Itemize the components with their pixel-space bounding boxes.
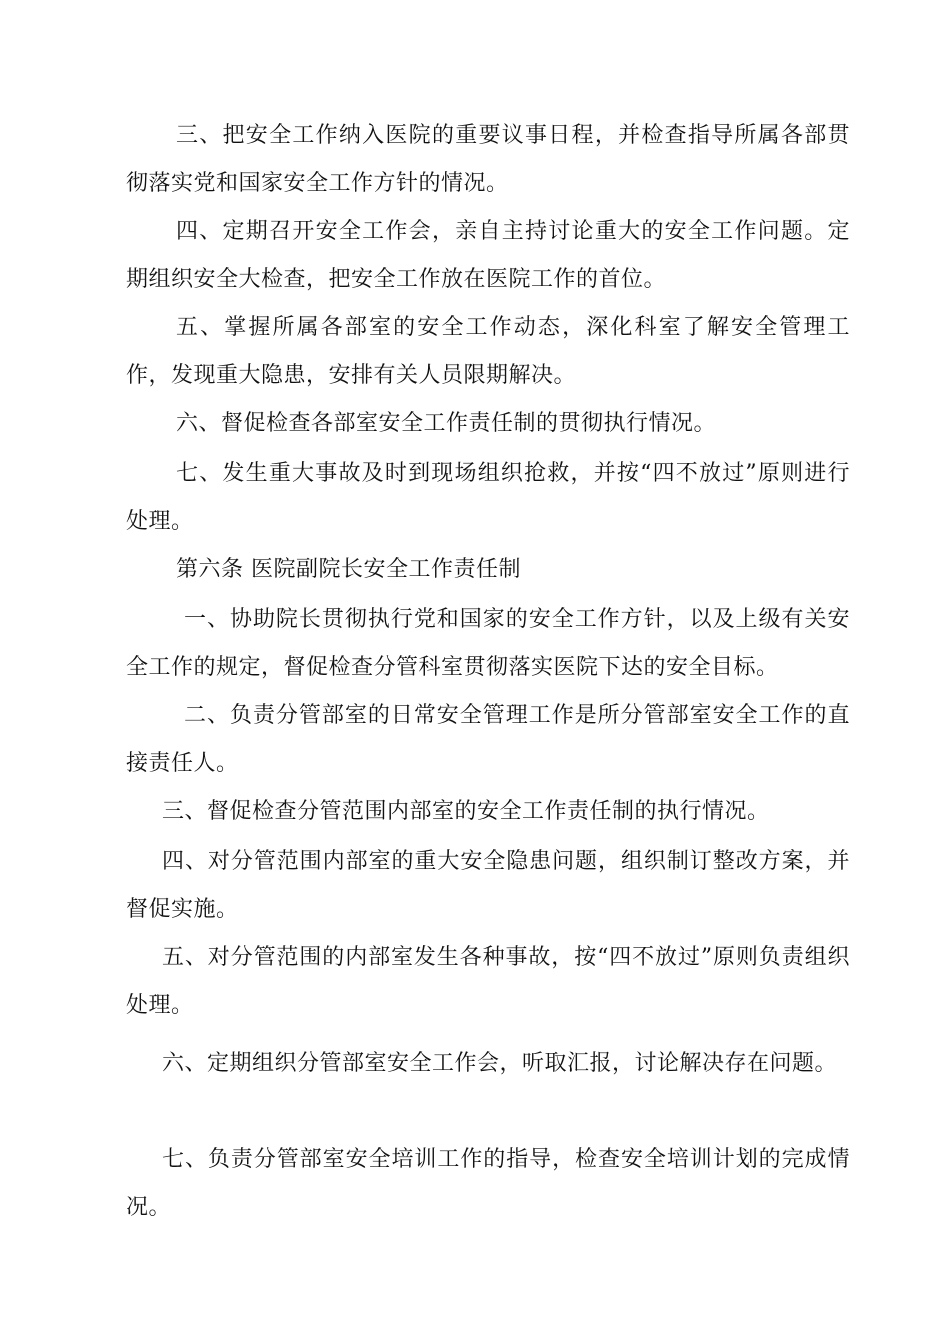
paragraph-item-3b: 三、督促检查分管范围内部室的安全工作责任制的执行情况。 [162, 799, 770, 824]
paragraph-item-7b: 七、负责分管部室安全培训工作的指导，检查安全培训计划的完成情况。 [126, 1147, 850, 1220]
paragraph-item-4b: 四、对分管范围内部室的重大安全隐患问题，组织制订整改方案，并督促实施。 [126, 849, 850, 922]
paragraph-item-1: 一、协助院长贯彻执行党和国家的安全工作方针，以及上级有关安全工作的规定，督促检查分管科室贯彻落实医院下达的安全目标。 [126, 607, 850, 680]
paragraph-item-6b: 六、定期组织分管部室安全工作会，听取汇报，讨论解决存在问题。 [162, 1051, 838, 1076]
paragraph-item-5: 五、掌握所属各部室的安全工作动态，深化科室了解安全管理工作，发现重大隐患，安排有关人员限期解决。 [126, 315, 850, 388]
paragraph-item-2: 二、负责分管部室的日常安全管理工作是所分管部室安全工作的直接责任人。 [126, 703, 850, 776]
paragraph-item-4: 四、定期召开安全工作会，亲自主持讨论重大的安全工作问题。定期组织安全大检查，把安全工作放在医院工作的首位。 [126, 219, 850, 292]
paragraph-item-7: 七、发生重大事故及时到现场组织抢救，并按“四不放过”原则进行处理。 [126, 461, 850, 534]
paragraph-item-6: 六、督促检查各部室安全工作责任制的贯彻执行情况。 [176, 411, 717, 436]
paragraph-item-5b: 五、对分管范围的内部室发生各种事故，按“四不放过”原则负责组织处理。 [126, 945, 850, 1018]
section-heading: 第六条 医院副院长安全工作责任制 [176, 557, 521, 582]
paragraph-item-3: 三、把安全工作纳入医院的重要议事日程，并检查指导所属各部贯彻落实党和国家安全工作方针的情况。 [126, 123, 850, 196]
